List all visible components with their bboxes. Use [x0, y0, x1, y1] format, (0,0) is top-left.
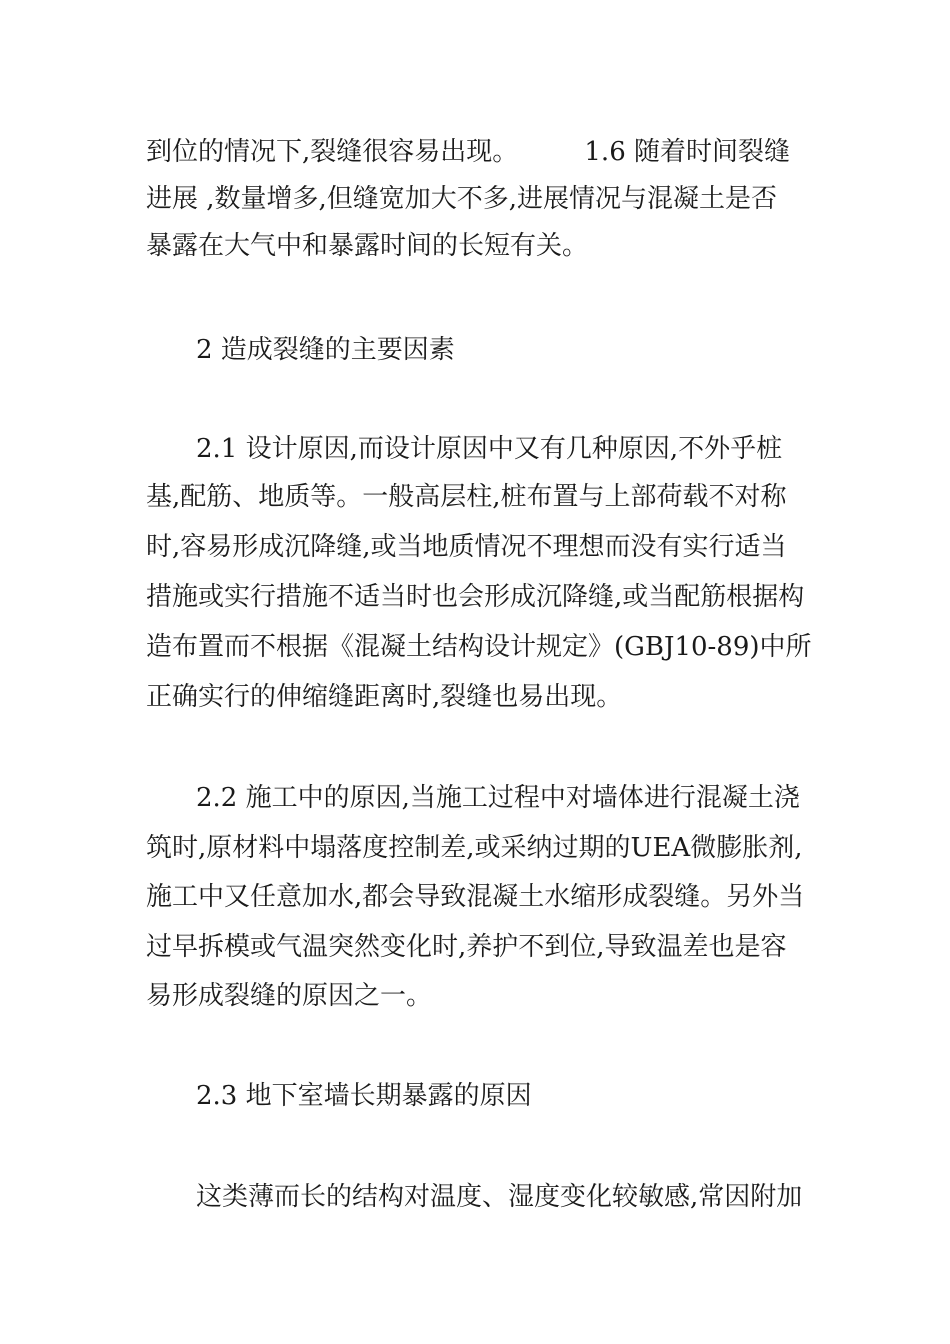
section-heading-2-3: 2.3 地下室墙长期暴露的原因 [196, 1081, 532, 1111]
paragraph-2-1-line-2: 基,配筋、地质等。一般高层柱,桩布置与上部荷载不对称 [146, 482, 787, 512]
paragraph-2-2-line-1: 2.2 施工中的原因,当施工过程中对墙体进行混凝土浇 [196, 783, 800, 813]
paragraph-2-2-line-2: 筑时,原材料中塌落度控制差,或采纳过期的UEA微膨胀剂, [146, 833, 803, 863]
paragraph-2-1-line-1: 2.1 设计原因,而设计原因中又有几种原因,不外乎桩 [196, 434, 783, 464]
paragraph-2-2-line-4: 过早拆模或气温突然变化时,养护不到位,导致温差也是容 [146, 932, 787, 962]
paragraph-2-1-line-3: 时,容易形成沉降缝,或当地质情况不理想而没有实行适当 [146, 532, 787, 562]
paragraph-1-line-2: 进展 ,数量增多,但缝宽加大不多,进展情况与混凝土是否 [146, 184, 778, 214]
paragraph-2-1-line-5: 造布置而不根据《混凝土结构设计规定》(GBJ10-89)中所 [146, 632, 812, 662]
section-heading-2: 2 造成裂缝的主要因素 [196, 335, 455, 365]
paragraph-2-1-line-6: 正确实行的伸缩缝距离时,裂缝也易出现。 [146, 682, 623, 712]
paragraph-2-1-line-4: 措施或实行措施不适当时也会形成沉降缝,或当配筋根据构 [146, 582, 805, 612]
paragraph-2-2-line-3: 施工中又任意加水,都会导致混凝土水缩形成裂缝。另外当 [146, 882, 805, 912]
paragraph-1-line-1: 到位的情况下,裂缝很容易出现。 1.6 随着时间裂缝 [146, 137, 790, 167]
paragraph-1-line-3: 暴露在大气中和暴露时间的长短有关。 [146, 231, 589, 261]
paragraph-2-3-line-1: 这类薄而长的结构对温度、湿度变化较敏感,常因附加 [196, 1182, 803, 1212]
paragraph-2-2-line-5: 易形成裂缝的原因之一。 [146, 981, 433, 1011]
